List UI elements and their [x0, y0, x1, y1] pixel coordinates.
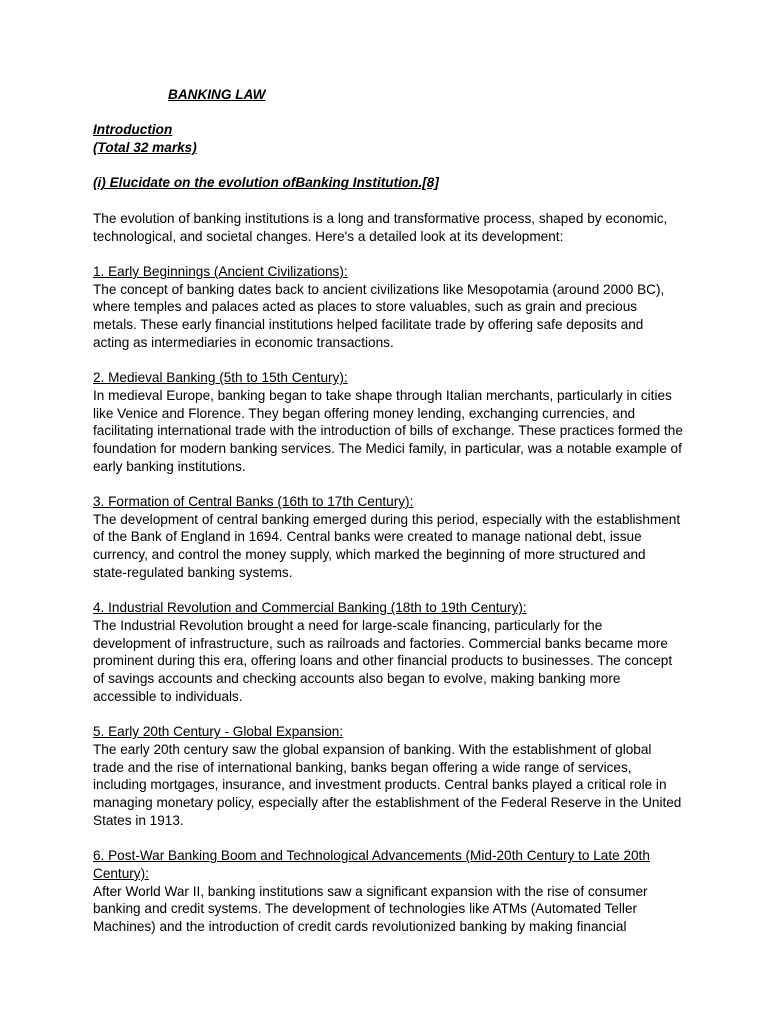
section-body: The concept of banking dates back to ancient civilizations like Mesopotamia (around 2000 BC), where temples and palaces acted as places to store valuables, such as grain and precious metals. These early financial institutions helped facilitate trade by offering safe deposits and acting as intermediaries in economic transactions. [93, 281, 665, 350]
document-page [93, 86, 683, 953]
section-medieval-banking [93, 369, 683, 475]
section-global-expansion [93, 723, 683, 829]
section-body: The development of central banking emerged during this period, especially with the establishment of the Bank of England in 1694. Central banks were created to manage national debt, issue currency, and control the money supply, which marked the beginning of more structured and state-regulated banking systems. [93, 511, 681, 580]
section-body: The Industrial Revolution brought a need for large-scale financing, particularly for the development of infrastructure, such as railroads and factories. Commercial banks became more prominent during this era, offering loans and other financial products to businesses. The concept of savings accounts and checking accounts also began to evolve, making banking more accessible to individuals. [93, 617, 673, 704]
section-heading: 3. Formation of Central Banks (16th to 17th Century): [93, 494, 414, 510]
section-body: After World War II, banking institutions saw a significant expansion with the rise of consumer banking and credit systems. The development of technologies like ATMs (Automated Teller Machines) and the introduction of credit cards revolutionized banking by making financial [93, 883, 648, 934]
section-body: In medieval Europe, banking began to take shape through Italian merchants, particularly in cities like Venice and Florence. They began offering money lending, exchanging currencies, and facilitating international trade with the introduction of bills of exchange. These practices formed the foundation for modern banking services. The Medici family, in particular, was a notable example of early banking institutions. [93, 387, 683, 474]
intro-heading: Introduction [93, 122, 173, 138]
section-post-war-banking [93, 847, 683, 936]
section-body: The early 20th century saw the global expansion of banking. With the establishment of global trade and the rise of international banking, banks began offering a wide range of services, including mortgages, insurance, and investment products. Central banks played a critical role in managing monetary policy, especially after the establishment of the Federal Reserve in the United States in 1913. [93, 741, 682, 828]
section-heading: 6. Post-War Banking Boom and Technological Advancements (Mid-20th Century to Late 20th Century): [93, 848, 650, 881]
section-heading: 4. Industrial Revolution and Commercial Banking (18th to 19th Century): [93, 600, 527, 616]
section-central-banks [93, 493, 683, 582]
section-heading: 5. Early 20th Century - Global Expansion: [93, 724, 344, 740]
lead-paragraph: The evolution of banking institutions is a long and transformative process, shaped by economic, technological, and societal changes. Here's a detailed look at its development: [93, 210, 668, 244]
total-marks: (Total 32 marks) [93, 140, 197, 156]
intro-block [93, 121, 683, 156]
document-title: BANKING LAW [168, 87, 266, 102]
section-heading: 2. Medieval Banking (5th to 15th Century): [93, 370, 348, 386]
question-heading: (i) Elucidate on the evolution ofBanking Institution.[8] [93, 175, 439, 191]
section-industrial-revolution [93, 599, 683, 705]
section-heading: 1. Early Beginnings (Ancient Civilizations): [93, 263, 348, 279]
section-early-beginnings [93, 263, 683, 352]
